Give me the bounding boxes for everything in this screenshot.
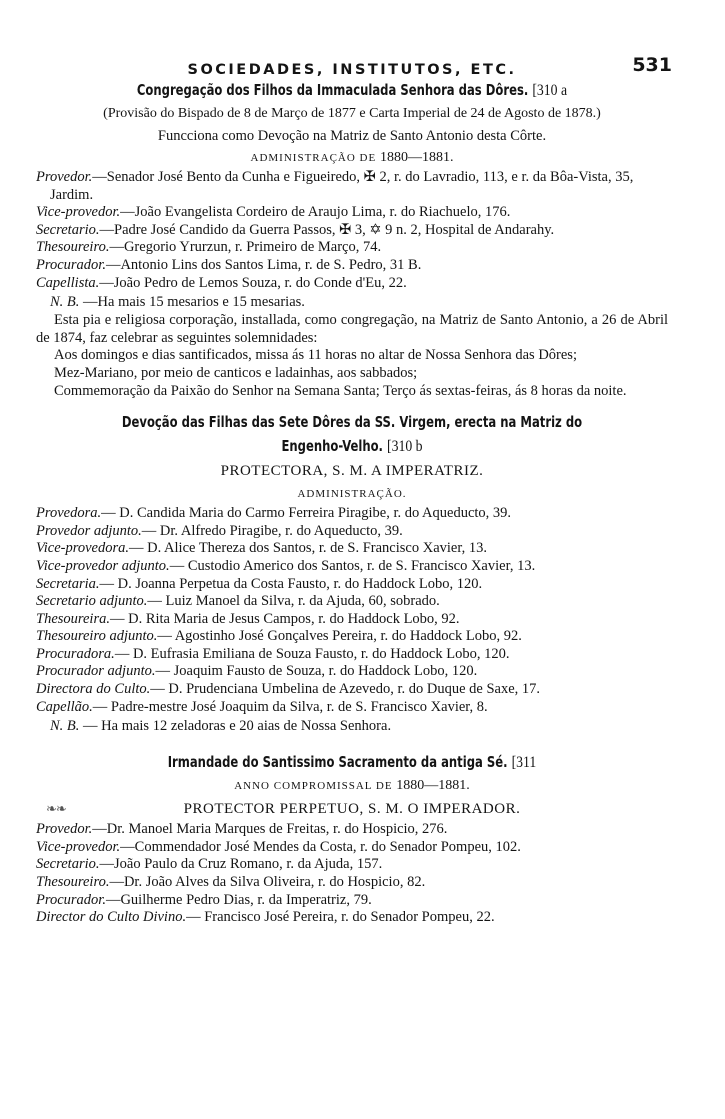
section1-entries	[36, 169, 668, 292]
list-item	[36, 204, 668, 222]
section3-anno	[36, 775, 668, 797]
list-item	[36, 169, 668, 204]
section2-protector: PROTECTORA, S. M. A IMPERATRIZ.	[220, 463, 484, 480]
ornament-icon: ❧❧	[46, 801, 66, 817]
entry-text: —João Pedro de Lemos Souza, r. do Conde d'Eu, 22.	[99, 274, 407, 291]
section1-title-text: Congregação dos Filhos da Immaculada Senhora das Dôres.	[136, 81, 529, 99]
section2-ref: [310 b	[387, 438, 423, 456]
entry-role: Thesoureiro.	[36, 239, 110, 256]
section1-nb	[36, 292, 668, 312]
list-item	[36, 593, 668, 611]
list-item	[36, 222, 668, 240]
entry-role: Provedor.	[36, 821, 93, 838]
list-item	[36, 257, 668, 275]
entry-role: Provedor.	[36, 169, 93, 185]
entry-role: Secretario adjunto.	[36, 593, 148, 610]
page	[36, 52, 672, 927]
nb-text: —Ha mais 15 mesarios e 15 mesarias.	[83, 294, 305, 311]
list-item	[36, 540, 668, 558]
entry-role: Procurador.	[36, 891, 106, 908]
entry-text: — Francisco José Pereira, r. do Senador Pompeu, 22.	[186, 909, 495, 926]
list-item	[36, 681, 668, 699]
list-item	[36, 663, 668, 681]
entry-role: Capellista.	[36, 274, 100, 291]
entry-text: — D. Candida Maria do Carmo Ferreira Piragibe, r. do Aqueducto, 39.	[101, 505, 512, 522]
paragraph: Aos domingos e dias santificados, missa ás 11 horas no altar de Nossa Senhora das Dôres;	[54, 347, 577, 364]
entry-role: Secretaria.	[36, 575, 100, 592]
entry-text: —Guilherme Pedro Dias, r. da Imperatriz, 79.	[105, 891, 372, 908]
entry-role: Thesoureiro.	[36, 874, 110, 891]
entry-text: —Commendador José Mendes da Costa, r. do Senador Pompeu, 102.	[120, 838, 521, 855]
list-item	[36, 856, 668, 874]
list-item	[36, 523, 668, 541]
list-item	[36, 892, 668, 910]
entry-text: —João Paulo da Cruz Romano, r. da Ajuda, 157.	[99, 856, 383, 873]
list-item	[36, 699, 668, 717]
list-item	[36, 909, 668, 927]
section1-paragraphs	[36, 312, 668, 400]
section2-title-text: Engenho-Velho.	[281, 437, 383, 456]
list-item	[36, 646, 668, 664]
section3-ref: [311	[511, 754, 537, 772]
entry-role: Vice-provedora.	[36, 540, 130, 557]
section3-title	[80, 750, 624, 775]
section1-admin-years: 1880—1881.	[379, 150, 454, 165]
entry-text: —Senador José Bento da Cunha e Figueiredo, ✠ 2, r. do Lavradio, 113, e r. da Bôa-Vista, 35, Jardim.	[50, 169, 634, 203]
paragraph: Esta pia e religiosa corporação, installada, como congregação, na Matriz de Santo Antonio, a 26 de Abril de 1874, faz celebrar as seguintes solemnidades:	[36, 312, 668, 346]
list-item	[36, 505, 668, 523]
entry-text: —João Evangelista Cordeiro de Araujo Lima, r. do Riachuelo, 176.	[120, 204, 511, 221]
section3-protector-row	[36, 797, 668, 821]
running-title: SOCIEDADES, INSTITUTOS, ETC.	[187, 62, 517, 78]
section1-ref: [310 a	[532, 82, 568, 99]
entry-role: Directora do Culto.	[36, 681, 151, 698]
entry-role: Provedora.	[36, 505, 102, 522]
section2-title-line1: Devoção das Filhas das Sete Dôres da SS. Virgem, erecta na Matriz do	[121, 413, 583, 432]
entry-text: —Dr. Manoel Maria Marques de Freitas, r. do Hospicio, 276.	[92, 821, 448, 838]
entry-role: Procurador adjunto.	[36, 663, 156, 680]
page-number: 531	[632, 54, 672, 76]
entry-text: — D. Joanna Perpetua da Costa Fausto, r. do Haddock Lobo, 120.	[99, 575, 483, 592]
section1-admin	[36, 147, 668, 169]
list-item	[36, 611, 668, 629]
entry-text: — Joaquim Fausto de Souza, r. do Haddock Lobo, 120.	[155, 663, 478, 680]
entry-text: — D. Alice Thereza dos Santos, r. de S. Francisco Xavier, 13.	[129, 540, 487, 557]
nb-label: N. B.	[50, 294, 80, 311]
entry-role: Secretario.	[36, 856, 100, 873]
nb-text: — Ha mais 12 zeladoras e 20 aias de Nossa Senhora.	[83, 718, 392, 735]
section3-protector: PROTECTOR PERPETUO, S. M. O IMPERADOR.	[183, 801, 521, 818]
entry-text: — D. Eufrasia Emiliana de Souza Fausto, r. do Haddock Lobo, 120.	[114, 645, 510, 662]
section1-provision: (Provisão do Bispado de 8 de Março de 1877 e Carta Imperial de 24 de Agosto de 1878.)	[103, 106, 601, 121]
list-item	[36, 874, 668, 892]
entry-text: — Luiz Manoel da Silva, r. da Ajuda, 60, sobrado.	[147, 593, 440, 610]
entry-role: Capellão.	[36, 698, 93, 715]
section2-entries	[36, 505, 668, 716]
list-item	[36, 239, 668, 257]
entry-text: — D. Rita Maria de Jesus Campos, r. do Haddock Lobo, 92.	[109, 610, 460, 627]
nb-label: N. B.	[50, 718, 80, 735]
entry-role: Vice-provedor adjunto.	[36, 557, 170, 574]
section2-admin: ADMINISTRAÇÃO.	[297, 488, 407, 501]
list-item	[36, 558, 668, 576]
list-item	[36, 628, 668, 646]
section1-admin-label: ADMINISTRAÇÃO DE	[250, 152, 377, 164]
entry-role: Thesoureiro adjunto.	[36, 628, 158, 645]
entry-text: — Agostinho José Gonçalves Pereira, r. do Haddock Lobo, 92.	[157, 628, 522, 645]
list-item	[36, 839, 668, 857]
entry-text: — Custodio Americo dos Santos, r. de S. Francisco Xavier, 13.	[169, 557, 536, 574]
entry-text: —Padre José Candido da Guerra Passos, ✠ 3, ✡ 9 n. 2, Hospital de Andarahy.	[99, 221, 555, 238]
entry-text: —Antonio Lins dos Santos Lima, r. de S. Pedro, 31 B.	[105, 256, 422, 273]
entry-role: Provedor adjunto.	[36, 522, 142, 539]
entry-role: Thesoureira.	[36, 610, 110, 627]
list-item	[36, 275, 668, 293]
entry-text: — D. Prudenciana Umbelina de Azevedo, r. do Duque de Saxe, 17.	[150, 681, 541, 698]
list-item	[36, 576, 668, 594]
entry-role: Secretario.	[36, 221, 100, 238]
entry-role: Director do Culto Divino.	[36, 909, 187, 926]
entry-role: Procurador.	[36, 256, 106, 273]
section3-anno-years: 1880—1881.	[396, 778, 470, 794]
section3-anno-label: ANNO COMPROMISSAL DE	[234, 780, 393, 793]
section3-title-text: Irmandade do Santissimo Sacramento da antiga Sé.	[167, 753, 508, 772]
running-head	[36, 52, 672, 78]
entry-text: — Padre-mestre José Joaquim da Silva, r. de S. Francisco Xavier, 8.	[92, 698, 488, 715]
entry-text: —Dr. João Alves da Silva Oliveira, r. do Hospicio, 82.	[109, 874, 426, 891]
list-item	[36, 821, 668, 839]
entry-text: —Gregorio Yrurzun, r. Primeiro de Março, 74.	[109, 239, 382, 256]
section2-title-line2	[80, 434, 624, 459]
section1-function: Funcciona como Devoção na Matriz de Santo Antonio desta Côrte.	[157, 128, 547, 144]
section1-title	[80, 78, 624, 103]
entry-role: Vice-provedor.	[36, 204, 121, 221]
paragraph: Commemoração da Paixão do Senhor na Semana Santa; Terço ás sextas-feiras, ás 8 horas da noite.	[54, 382, 627, 399]
section3-entries	[36, 821, 668, 927]
entry-text: — Dr. Alfredo Piragibe, r. do Aqueducto, 39.	[141, 522, 403, 539]
paragraph: Mez-Mariano, por meio de canticos e ladainhas, aos sabbados;	[54, 364, 418, 381]
section2-nb	[36, 716, 668, 736]
entry-role: Vice-provedor.	[36, 838, 121, 855]
entry-role: Procuradora.	[36, 645, 115, 662]
